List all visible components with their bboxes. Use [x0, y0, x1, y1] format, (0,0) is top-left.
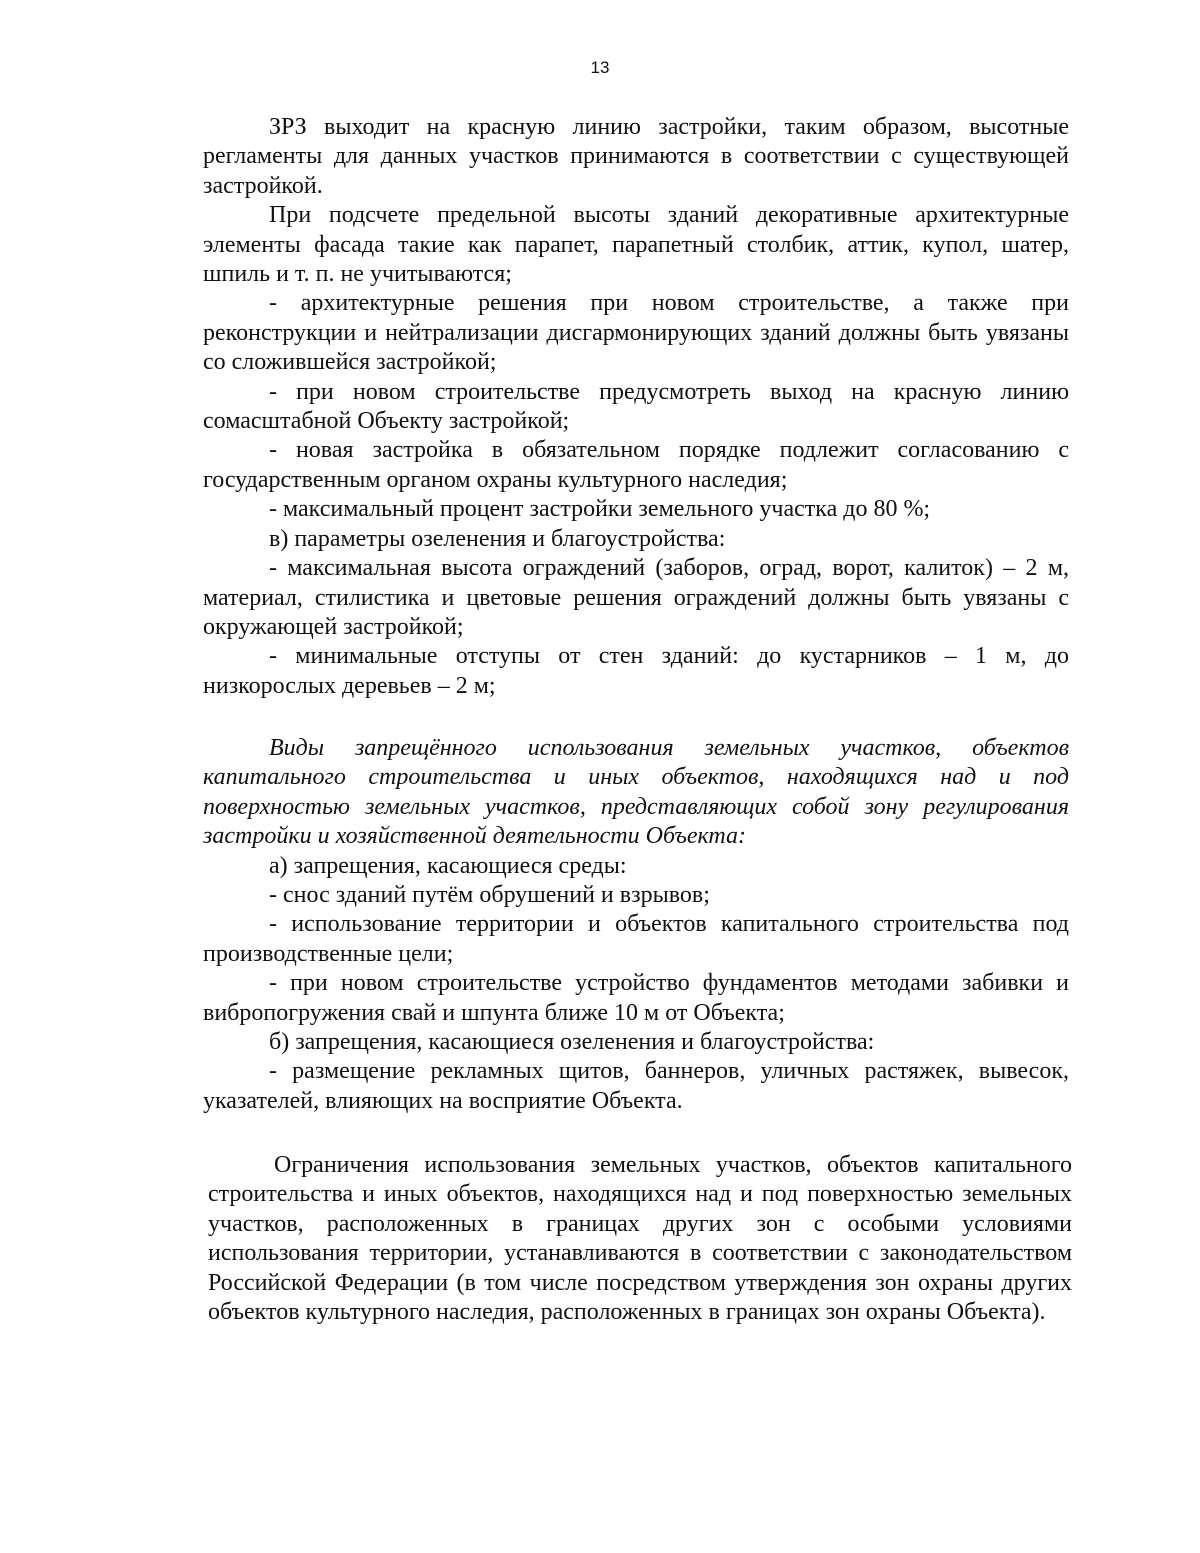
page-number: 13 [590, 58, 610, 77]
subsection-heading: в) параметры озеленения и благоустройства: [269, 525, 726, 552]
restrictions-section [208, 1151, 1072, 1327]
height-regulations-section [203, 113, 1069, 701]
list-item: - при новом строительстве устройство фундаментов методами забивки и вибропогружения свай и шпунта ближе 10 м от Объекта; [203, 970, 1069, 1026]
list-item: - новая застройка в обязательном порядке подлежит согласованию с государственным органом охраны культурного наследия; [203, 437, 1069, 493]
list-item: - при новом строительстве предусмотреть выход на красную линию сомасштабной Объекту застройкой; [203, 378, 1069, 435]
list-item: - архитектурные решения при новом строительстве, а также при реконструкции и нейтрализации дисгармонирующих зданий должны быть увязаны со сложившейся застройкой; [203, 290, 1069, 376]
list-item: - минимальные отступы от стен зданий: до кустарников – 1 м, до низкорослых деревьев – 2 м; [203, 643, 1069, 699]
subsection-heading: б) запрещения, касающиеся озеленения и благоустройства: [269, 1029, 875, 1056]
list-item: - максимальный процент застройки земельного участка до 80 %; [269, 496, 931, 523]
list-item: - размещение рекламных щитов, баннеров, уличных растяжек, вывесок, указателей, влияющих на восприятие Объекта. [203, 1058, 1069, 1114]
prohibited-use-section [203, 734, 1069, 1116]
paragraph: ЗРЗ выходит на красную линию застройки, таким образом, высотные регламенты для данных участков принимаются в соответствии с существующей застройкой. [203, 114, 1069, 199]
subsection-heading: а) запрещения, касающиеся среды: [269, 852, 627, 879]
list-item: - максимальная высота ограждений (заборов, оград, ворот, калиток) – 2 м, материал, стилистика и цветовые решения ограждений должны быть увязаны с окружающей застройкой; [203, 555, 1069, 640]
list-item: - снос зданий путём обрушений и взрывов; [269, 882, 710, 909]
list-item: - использование территории и объектов капитального строительства под производственные цели; [203, 911, 1069, 967]
paragraph: При подсчете предельной высоты зданий декоративные архитектурные элементы фасада такие как парапет, парапетный столбик, аттик, купол, шатер, шпиль и т. п. не учитываются; [203, 202, 1069, 288]
paragraph: Ограничения использования земельных участков, объектов капитального строительства и иных объектов, находящихся над и под поверхностью земельных участков, расположенных в границах других зон с особыми условиями использования территории, устанавливаются в соответствии с законодательством Российской Федерации (в том числе посредством утверждения зон охраны других объектов культурного наследия, расположенных в границах зон охраны Объекта). [208, 1152, 1072, 1326]
section-heading: Виды запрещённого использования земельных участков, объектов капитального строительства и иных объектов, находящихся над и под поверхностью земельных участков, представляющих собой зону регулирования застройки и хозяйственной деятельности Объекта: [203, 735, 1069, 850]
